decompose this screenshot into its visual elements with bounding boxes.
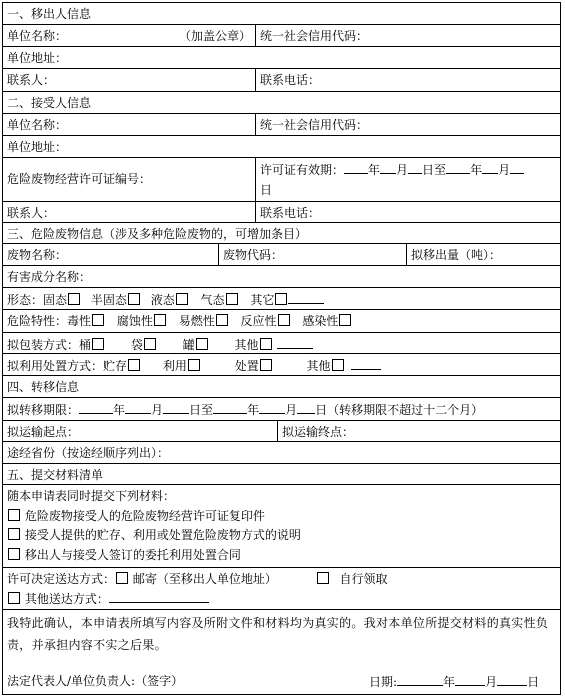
mover-unit-name-field[interactable] (3, 25, 255, 46)
receiver-unit-name-field[interactable]: 单位名称： (7, 118, 68, 132)
hazard-label: 危险特性： (7, 314, 68, 328)
section-2-title: 二、接受人信息 (7, 96, 92, 110)
delivery-other-blank[interactable] (109, 589, 209, 603)
validity-day-1-blank[interactable] (408, 160, 422, 174)
hazard-toxic-checkbox[interactable] (92, 314, 104, 326)
disposal-dispose-label: 处置 (234, 359, 259, 373)
disposal-storage-label: 贮存 (103, 359, 128, 373)
date-field (369, 672, 539, 691)
validity-year-1-label: 年 (368, 163, 381, 177)
material-2-checkbox[interactable] (8, 528, 20, 540)
validity-month-2-label: 月 (498, 163, 511, 177)
validity-day-2-blank[interactable] (510, 160, 524, 174)
transfer-period-row (3, 398, 560, 421)
waste-code-field[interactable]: 废物代码： (218, 244, 406, 265)
form-gas-checkbox[interactable] (226, 293, 238, 305)
hazard-flammable-label: 易燃性 (178, 314, 215, 328)
form-option-solid-label: 固态 (43, 293, 68, 307)
section-1-title: 一、移出人信息 (7, 7, 92, 21)
disposal-storage-checkbox[interactable] (128, 359, 140, 371)
package-bag-label: 袋 (130, 338, 143, 352)
validity-day-2-label: 日 (260, 183, 273, 197)
form-liquid-checkbox[interactable] (176, 293, 188, 305)
package-tank-checkbox[interactable] (196, 338, 208, 350)
period-year-2-label: 年 (247, 403, 260, 417)
transport-points-row (3, 421, 560, 442)
validity-month-2-blank[interactable] (482, 160, 498, 174)
hazard-infectious-label: 感染性 (302, 314, 339, 328)
disposal-label: 拟利用处置方式： (7, 359, 104, 373)
delivery-other-checkbox[interactable] (8, 592, 20, 604)
hazard-infectious-checkbox[interactable] (339, 314, 351, 326)
date-day-blank[interactable] (497, 672, 527, 686)
form-other-blank[interactable] (288, 290, 324, 304)
package-other-blank[interactable] (277, 335, 313, 349)
form-semisolid-checkbox[interactable] (128, 293, 140, 305)
mover-contact-row (3, 69, 560, 92)
package-bag-checkbox[interactable] (144, 338, 156, 350)
package-other-checkbox[interactable] (260, 338, 272, 350)
receiver-phone-field[interactable]: 联系电话： (255, 202, 560, 222)
hazard-corrosive-checkbox[interactable] (154, 314, 166, 326)
period-month-1-blank[interactable] (125, 400, 151, 414)
hazard-reactive-label: 反应性 (240, 314, 277, 328)
transfer-period-field (3, 398, 560, 420)
form-solid-checkbox[interactable] (68, 293, 80, 305)
hazard-row (3, 310, 560, 333)
declaration-text: 我特此确认，本申请表所填写内容及所附文件和材料均为真实的。我对本单位所提交材料的真实性负责，并承担内容不实之后果。 (7, 616, 549, 652)
period-year-1-label: 年 (113, 403, 126, 417)
date-year-label: 年 (443, 675, 456, 689)
waste-form-field (3, 288, 560, 309)
mover-address-row (3, 47, 560, 69)
disposal-other-label: 其他 (306, 359, 331, 373)
components-row (3, 266, 560, 288)
period-day-2-blank[interactable] (297, 400, 315, 414)
validity-year-2-label: 年 (470, 163, 483, 177)
delivery-field (3, 568, 560, 609)
receiver-contact-field[interactable]: 联系人： (7, 206, 56, 220)
period-year-2-blank[interactable] (213, 400, 247, 414)
period-month-2-label: 月 (285, 403, 298, 417)
hazard-flammable-checkbox[interactable] (216, 314, 228, 326)
signer-label: 法定代表人/单位负责人:（签字） (7, 674, 184, 688)
date-month-label: 月 (485, 675, 498, 689)
mover-address-field[interactable]: 单位地址： (7, 51, 68, 65)
package-barrel-checkbox[interactable] (92, 338, 104, 350)
disposal-utilize-checkbox[interactable] (188, 359, 200, 371)
period-month-2-blank[interactable] (259, 400, 285, 414)
transfer-period-label: 拟转移期限： (7, 403, 80, 417)
delivery-self-checkbox[interactable] (317, 572, 329, 584)
hazard-reactive-checkbox[interactable] (278, 314, 290, 326)
validity-month-1-label: 月 (396, 163, 409, 177)
material-3-label: 移出人与接受人签订的委托利用处置合同 (24, 547, 241, 562)
transport-start-field[interactable]: 拟运输起点： (7, 425, 80, 439)
license-validity-field[interactable] (255, 158, 560, 201)
form-option-gas-label: 气态 (200, 293, 225, 307)
package-tank-label: 罐 (182, 338, 195, 352)
receiver-license-row (3, 158, 560, 202)
section-1-row (3, 3, 560, 25)
delivery-self-label: 自行领取 (339, 572, 388, 586)
delivery-mail-checkbox[interactable] (116, 572, 128, 584)
material-1-label: 危险废物接受人的危险废物经营许可证复印件 (24, 508, 265, 523)
hazard-toxic-label: 毒性 (67, 314, 92, 328)
receiver-credit-code-field[interactable]: 统一社会信用代码： (255, 114, 560, 135)
form-option-semisolid-label: 半固态 (90, 293, 127, 307)
validity-to-label: 日至 (422, 163, 447, 177)
delivery-other-label: 其他送达方式： (24, 592, 109, 606)
period-day-1-blank[interactable] (163, 400, 189, 414)
period-to-label: 日至 (189, 403, 214, 417)
disposal-utilize-label: 利用 (162, 359, 187, 373)
form-option-liquid-label: 液态 (150, 293, 175, 307)
package-other-label: 其他 (234, 338, 259, 352)
material-item-1 (7, 507, 556, 527)
delivery-label: 许可决定送达方式： (7, 572, 116, 586)
receiver-contact-row (3, 202, 560, 223)
delivery-row (3, 568, 560, 610)
mover-unit-name-label: 单位名称： (7, 29, 68, 43)
material-item-2 (7, 526, 556, 546)
package-barrel-label: 桶 (79, 338, 92, 352)
material-item-3 (7, 546, 556, 566)
material-1-checkbox[interactable] (8, 509, 20, 521)
hazard-corrosive-label: 腐蚀性 (116, 314, 153, 328)
section-3-row (3, 223, 560, 244)
waste-form-label: 形态： (7, 293, 44, 307)
date-day-label: 日 (527, 675, 540, 689)
receiver-name-row (3, 114, 560, 136)
application-form (2, 2, 561, 695)
stamp-note: （加盖公章） (178, 29, 251, 43)
hazard-field (3, 310, 560, 332)
declaration-row (3, 610, 560, 694)
disposal-other-checkbox[interactable] (332, 359, 344, 371)
material-3-checkbox[interactable] (8, 548, 20, 560)
receiver-address-row (3, 136, 560, 158)
waste-form-row (3, 288, 560, 310)
provinces-row (3, 442, 560, 464)
disposal-dispose-checkbox[interactable] (260, 359, 272, 371)
harmful-components-field[interactable]: 有害成分名称： (7, 270, 92, 284)
form-other-checkbox[interactable] (275, 293, 287, 305)
section-4-row (3, 376, 560, 398)
mover-contact-field[interactable]: 联系人： (7, 73, 56, 87)
mover-phone-field[interactable]: 联系电话： (255, 69, 560, 91)
validity-month-1-blank[interactable] (380, 160, 396, 174)
waste-name-row (3, 244, 560, 266)
waste-name-field[interactable]: 废物名称： (7, 248, 68, 262)
materials-list (3, 485, 560, 567)
date-year-blank[interactable] (397, 672, 443, 686)
package-label: 拟包装方式： (7, 338, 80, 352)
period-month-1-label: 月 (151, 403, 164, 417)
provinces-field[interactable]: 途经省份（按途经顺序列出）： (7, 446, 170, 460)
transport-end-field[interactable]: 拟运输终点： (277, 421, 560, 441)
mover-credit-code-field[interactable]: 统一社会信用代码： (255, 25, 560, 46)
form-option-other-label: 其它 (250, 293, 275, 307)
section-2-row (3, 92, 560, 114)
receiver-address-field[interactable]: 单位地址： (7, 140, 68, 154)
delivery-mail-label: 邮寄（至移出人单位地址） (132, 572, 277, 586)
period-note: （转移期限不超过十二个月） (327, 403, 484, 417)
license-validity-label: 许可证有效期： (260, 163, 345, 177)
validity-year-1-blank[interactable] (344, 160, 368, 174)
materials-intro: 随本申请表同时提交下列材料： (7, 489, 176, 503)
disposal-field (3, 354, 560, 375)
material-2-label: 接受人提供的贮存、利用或处置危险废物方式的说明 (24, 528, 301, 542)
mover-name-row (3, 25, 560, 47)
section-3-title: 三、危险废物信息（涉及多种危险废物的，可增加条目） (7, 227, 308, 241)
validity-year-2-blank[interactable] (446, 160, 470, 174)
license-number-field[interactable]: 危险废物经营许可证编号： (7, 172, 152, 186)
section-5-title: 五、提交材料清单 (7, 468, 104, 482)
period-year-1-blank[interactable] (79, 400, 113, 414)
period-day-2-label: 日 (315, 403, 328, 417)
package-row (3, 333, 560, 354)
date-month-blank[interactable] (455, 672, 485, 686)
materials-row (3, 485, 560, 568)
waste-amount-field[interactable]: 拟移出量（吨）： (406, 244, 560, 265)
disposal-other-blank[interactable] (351, 356, 381, 370)
disposal-row (3, 354, 560, 376)
section-4-title: 四、转移信息 (7, 380, 80, 394)
package-field (3, 333, 560, 353)
date-label: 日期: (369, 675, 398, 689)
section-5-row (3, 464, 560, 485)
